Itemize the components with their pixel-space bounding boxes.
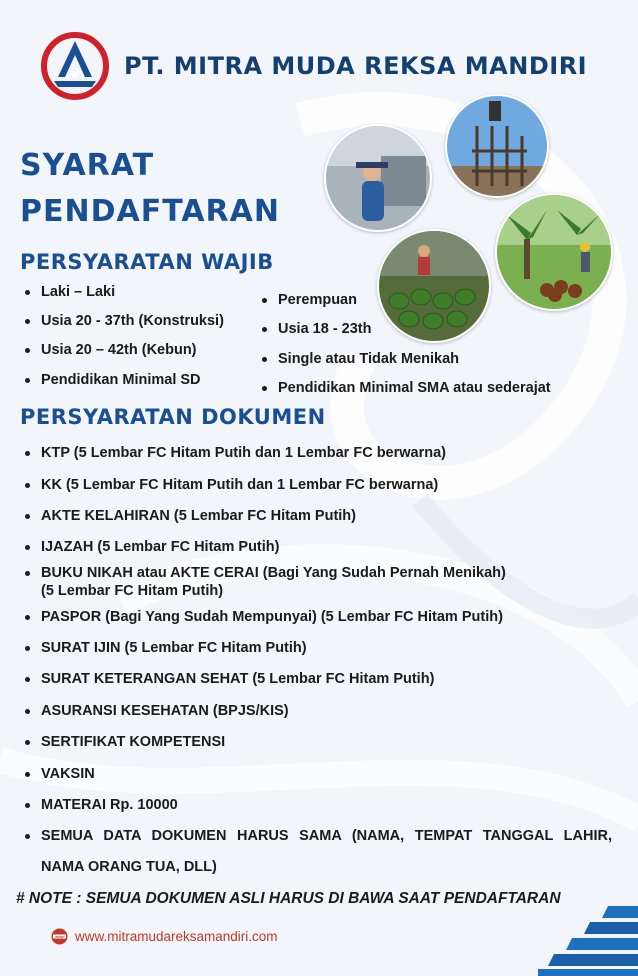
photo-construction	[445, 94, 549, 198]
page-title-line1: SYARAT	[20, 148, 155, 183]
list-item-dokumen-continuation: NAMA ORANG TUA, DLL)	[41, 859, 217, 875]
www-globe-icon	[51, 928, 68, 945]
list-item-dokumen: ASURANSI KESEHATAN (BPJS/KIS)	[41, 703, 289, 719]
photo-factory-worker	[324, 124, 432, 232]
decorative-stairs-icon	[538, 906, 638, 976]
company-logo-icon	[40, 31, 110, 101]
note-text: # NOTE : SEMUA DOKUMEN ASLI HARUS DI BAWA SAAT PENDAFTARAN	[16, 890, 561, 907]
list-item-dokumen: AKTE KELAHIRAN (5 Lembar FC Hitam Putih)	[41, 508, 356, 524]
list-item-perempuan: Perempuan	[278, 292, 357, 308]
list-item-dokumen: BUKU NIKAH atau AKTE CERAI (Bagi Yang Sudah Pernah Menikah)	[41, 565, 506, 581]
list-item-dokumen: SURAT IJIN (5 Lembar FC Hitam Putih)	[41, 640, 307, 656]
list-item-laki: Laki – Laki	[41, 284, 116, 300]
list-item-laki: Pendidikan Minimal SD	[41, 372, 201, 388]
list-item-dokumen: KTP (5 Lembar FC Hitam Putih dan 1 Lembar FC berwarna)	[41, 445, 447, 461]
list-item-dokumen: MATERAI Rp. 10000	[41, 797, 178, 813]
photo-watermelon-harvest	[377, 229, 491, 343]
list-item-perempuan: Single atau Tidak Menikah	[278, 351, 460, 367]
page-title-line2: PENDAFTARAN	[20, 194, 280, 229]
list-item-dokumen: VAKSIN	[41, 766, 95, 782]
list-item-perempuan: Pendidikan Minimal SMA atau sederajat	[278, 380, 551, 396]
svg-text:www: www	[55, 935, 64, 939]
list-item-dokumen: PASPOR (Bagi Yang Sudah Mempunyai) (5 Lembar FC Hitam Putih)	[41, 609, 503, 625]
list-item-laki: Usia 20 - 37th (Konstruksi)	[41, 313, 224, 329]
list-item-perempuan: Usia 18 - 23th	[278, 321, 372, 337]
list-item-dokumen: SEMUA DATA DOKUMEN HARUS SAMA (NAMA, TEMPAT TANGGAL LAHIR,	[41, 828, 612, 844]
page-title	[20, 143, 280, 235]
list-item-laki: Usia 20 – 42th (Kebun)	[41, 342, 197, 358]
section-heading-dokumen: PERSYARATAN DOKUMEN	[20, 405, 326, 429]
section-heading-wajib: PERSYARATAN WAJIB	[20, 250, 274, 274]
website-link[interactable]: www.mitramudareksamandiri.com	[75, 929, 278, 944]
list-item-dokumen-continuation: (5 Lembar FC Hitam Putih)	[41, 583, 224, 599]
list-item-dokumen: SERTIFIKAT KOMPETENSI	[41, 734, 226, 750]
list-item-dokumen: KK (5 Lembar FC Hitam Putih dan 1 Lembar FC berwarna)	[41, 477, 439, 493]
photo-palm-plantation	[495, 193, 613, 311]
list-item-dokumen: IJAZAH (5 Lembar FC Hitam Putih)	[41, 539, 280, 555]
list-item-dokumen: SURAT KETERANGAN SEHAT (5 Lembar FC Hitam Putih)	[41, 671, 435, 687]
company-name: PT. MITRA MUDA REKSA MANDIRI	[124, 52, 588, 80]
